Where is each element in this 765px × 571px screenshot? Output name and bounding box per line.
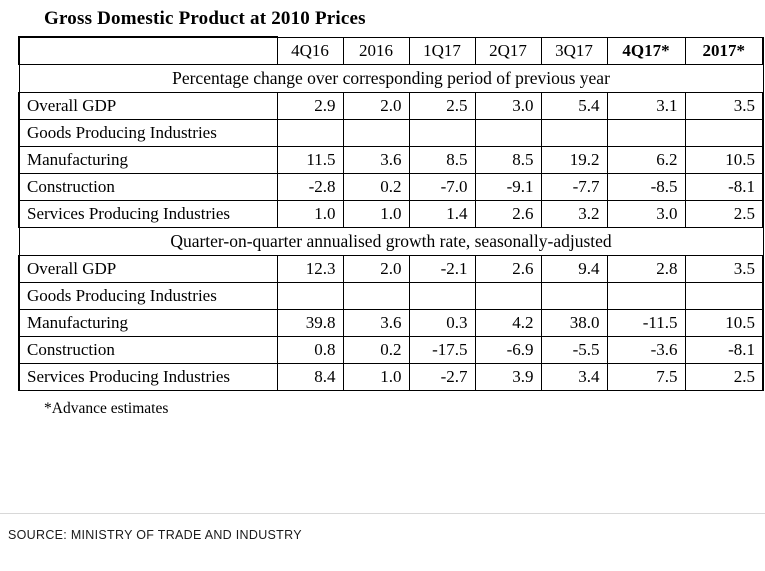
cell-value: -8.5 <box>607 173 685 200</box>
cell-value: -9.1 <box>475 173 541 200</box>
column-header-4q17: 4Q17* <box>607 37 685 64</box>
cell-value <box>541 119 607 146</box>
section-heading-qoq: Quarter-on-quarter annualised growth rate, seasonally-adjusted <box>19 227 763 255</box>
cell-value: 3.0 <box>607 200 685 227</box>
cell-value: -17.5 <box>409 336 475 363</box>
cell-value: 3.5 <box>685 255 763 282</box>
cell-value: -11.5 <box>607 309 685 336</box>
cell-value <box>685 119 763 146</box>
source-bar <box>0 513 765 571</box>
section-heading-row <box>19 227 763 255</box>
cell-value <box>277 282 343 309</box>
cell-value: 1.0 <box>277 200 343 227</box>
row-label: Services Producing Industries <box>19 363 277 390</box>
column-header-2q17: 2Q17 <box>475 37 541 64</box>
cell-value: 8.4 <box>277 363 343 390</box>
cell-value: 3.6 <box>343 309 409 336</box>
column-header-2017: 2017* <box>685 37 763 64</box>
cell-value: 2.6 <box>475 255 541 282</box>
table-row <box>19 255 763 282</box>
cell-value: -8.1 <box>685 336 763 363</box>
cell-value: 0.2 <box>343 173 409 200</box>
cell-value: 1.0 <box>343 200 409 227</box>
cell-value: 3.2 <box>541 200 607 227</box>
cell-value: 39.8 <box>277 309 343 336</box>
cell-value: 5.4 <box>541 92 607 119</box>
cell-value: 2.5 <box>685 200 763 227</box>
column-header-2016: 2016 <box>343 37 409 64</box>
row-label: Goods Producing Industries <box>19 282 277 309</box>
row-label: Overall GDP <box>19 255 277 282</box>
cell-value: 3.0 <box>475 92 541 119</box>
table-row <box>19 92 763 119</box>
cell-value: 1.0 <box>343 363 409 390</box>
row-label: Construction <box>19 336 277 363</box>
table-row <box>19 282 763 309</box>
table-row <box>19 173 763 200</box>
cell-value: 2.0 <box>343 92 409 119</box>
source-label: SOURCE: MINISTRY OF TRADE AND INDUSTRY <box>8 528 302 542</box>
cell-value: 1.4 <box>409 200 475 227</box>
cell-value: 2.9 <box>277 92 343 119</box>
document-page <box>0 8 765 571</box>
cell-value: -8.1 <box>685 173 763 200</box>
row-label: Overall GDP <box>19 92 277 119</box>
cell-value <box>475 282 541 309</box>
cell-value: 3.6 <box>343 146 409 173</box>
table-header-row <box>19 37 763 64</box>
cell-value: 2.5 <box>685 363 763 390</box>
table-row <box>19 336 763 363</box>
cell-value <box>475 119 541 146</box>
cell-value: 2.6 <box>475 200 541 227</box>
row-label: Goods Producing Industries <box>19 119 277 146</box>
cell-value: -2.1 <box>409 255 475 282</box>
cell-value: 8.5 <box>475 146 541 173</box>
column-header-4q16: 4Q16 <box>277 37 343 64</box>
footnote: *Advance estimates <box>44 399 169 417</box>
table-row <box>19 119 763 146</box>
table-row <box>19 309 763 336</box>
cell-value <box>409 119 475 146</box>
cell-value: 3.5 <box>685 92 763 119</box>
page-title: Gross Domestic Product at 2010 Prices <box>44 8 366 29</box>
cell-value: 3.4 <box>541 363 607 390</box>
cell-value <box>541 282 607 309</box>
cell-value <box>409 282 475 309</box>
cell-value: 0.3 <box>409 309 475 336</box>
gdp-table-body <box>19 37 763 390</box>
cell-value: -7.0 <box>409 173 475 200</box>
row-label: Manufacturing <box>19 146 277 173</box>
cell-value: -5.5 <box>541 336 607 363</box>
cell-value <box>685 282 763 309</box>
cell-value <box>277 119 343 146</box>
row-label: Construction <box>19 173 277 200</box>
cell-value: 4.2 <box>475 309 541 336</box>
cell-value <box>343 119 409 146</box>
column-header-1q17: 1Q17 <box>409 37 475 64</box>
cell-value: -3.6 <box>607 336 685 363</box>
cell-value: 10.5 <box>685 146 763 173</box>
cell-value: 38.0 <box>541 309 607 336</box>
cell-value: -6.9 <box>475 336 541 363</box>
table-row <box>19 200 763 227</box>
column-header-3q17: 3Q17 <box>541 37 607 64</box>
header-corner-cell <box>19 37 277 64</box>
section-heading-row <box>19 64 763 92</box>
cell-value: 3.9 <box>475 363 541 390</box>
cell-value: 7.5 <box>607 363 685 390</box>
row-label: Manufacturing <box>19 309 277 336</box>
gdp-table-container <box>18 36 755 391</box>
table-row <box>19 146 763 173</box>
row-label: Services Producing Industries <box>19 200 277 227</box>
cell-value: 10.5 <box>685 309 763 336</box>
cell-value: 2.5 <box>409 92 475 119</box>
table-row <box>19 363 763 390</box>
cell-value: 2.8 <box>607 255 685 282</box>
cell-value: -2.7 <box>409 363 475 390</box>
section-heading-yoy: Percentage change over corresponding period of previous year <box>19 64 763 92</box>
cell-value: 19.2 <box>541 146 607 173</box>
cell-value: 3.1 <box>607 92 685 119</box>
cell-value: 0.8 <box>277 336 343 363</box>
cell-value: 12.3 <box>277 255 343 282</box>
cell-value <box>607 119 685 146</box>
cell-value: 9.4 <box>541 255 607 282</box>
cell-value: 8.5 <box>409 146 475 173</box>
cell-value: 11.5 <box>277 146 343 173</box>
cell-value: 2.0 <box>343 255 409 282</box>
cell-value: -2.8 <box>277 173 343 200</box>
cell-value: -7.7 <box>541 173 607 200</box>
cell-value: 6.2 <box>607 146 685 173</box>
cell-value: 0.2 <box>343 336 409 363</box>
cell-value <box>343 282 409 309</box>
gdp-table <box>18 36 764 391</box>
cell-value <box>607 282 685 309</box>
